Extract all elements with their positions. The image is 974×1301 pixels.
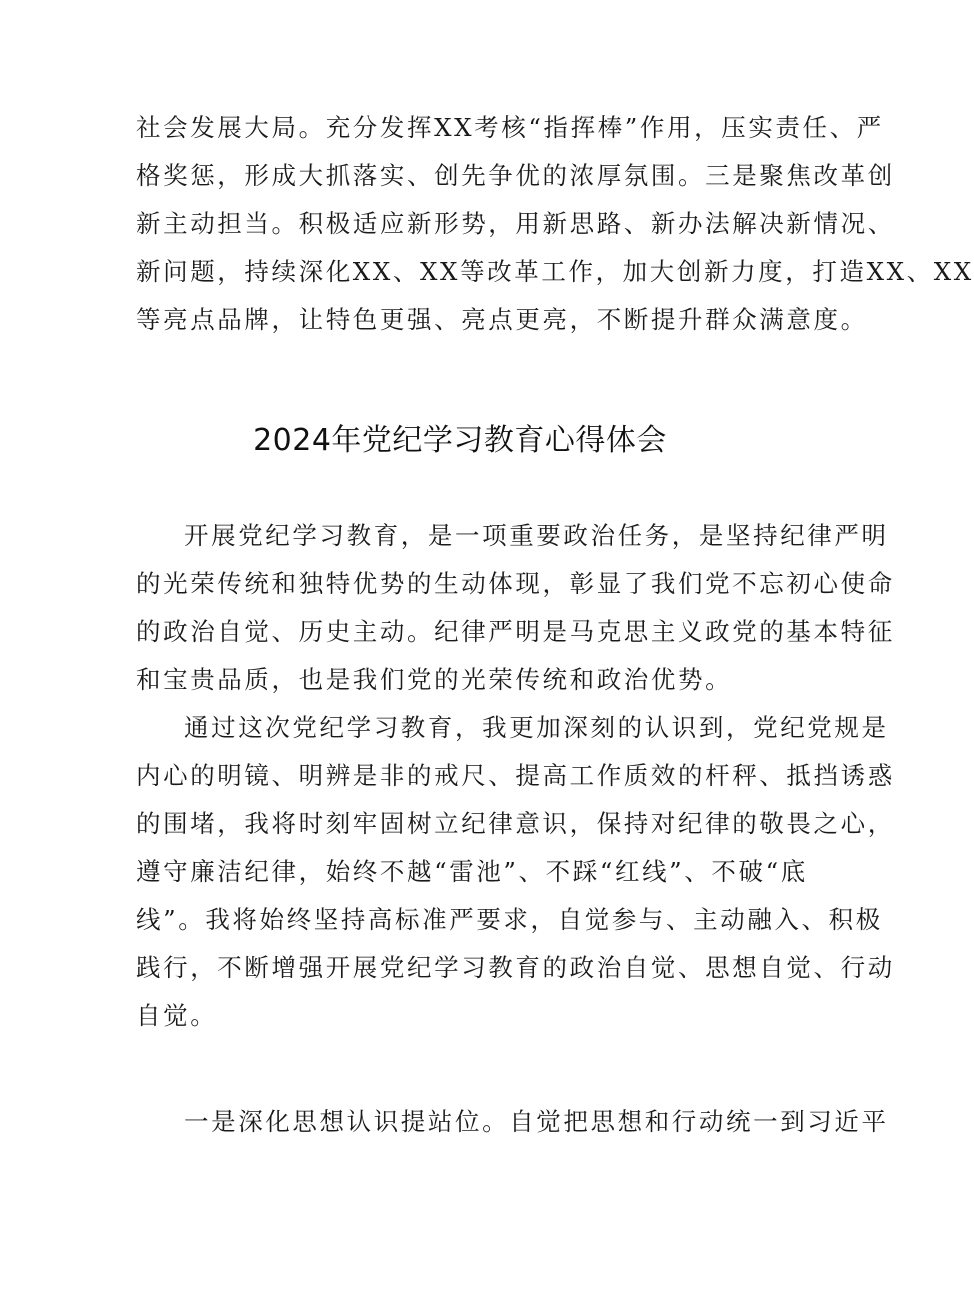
text-line: 的政治自觉、历史主动。纪律严明是马克思主义政党的基本特征: [136, 617, 895, 646]
text-line: 一是深化思想认识提站位。自觉把思想和行动统一到习近平: [184, 1107, 889, 1136]
text-line: 遵守廉洁纪律，始终不越“雷池”、不踩“红线”、不破“底: [136, 857, 808, 886]
text-line: 的围堵，我将时刻牢固树立纪律意识，保持对纪律的敬畏之心，: [136, 809, 895, 838]
text-line: 格奖惩，形成大抓落实、创先争优的浓厚氛围。三是聚焦改革创: [136, 161, 895, 190]
text-line: 和宝贵品质，也是我们党的光荣传统和政治优势。: [136, 665, 733, 694]
text-line: 的光荣传统和独特优势的生动体现，彰显了我们党不忘初心使命: [136, 569, 895, 598]
document-title: 2024年党纪学习教育心得体会: [253, 423, 667, 458]
text-line: 内心的明镜、明辨是非的戒尺、提高工作质效的杆秤、抵挡诱惑: [136, 761, 895, 790]
text-line: 通过这次党纪学习教育，我更加深刻的认识到，党纪党规是: [184, 713, 889, 742]
text-line: 新主动担当。积极适应新形势，用新思路、新办法解决新情况、: [136, 209, 895, 238]
text-line: 等亮点品牌，让特色更强、亮点更亮，不断提升群众满意度。: [136, 305, 868, 334]
text-line: 践行，不断增强开展党纪学习教育的政治自觉、思想自觉、行动: [136, 953, 895, 982]
text-line: 线”。我将始终坚持高标准严要求，自觉参与、主动融入、积极: [136, 905, 883, 934]
text-line: 社会发展大局。充分发挥XX考核“指挥棒”作用，压实责任、严: [136, 113, 884, 142]
text-line: 自觉。: [136, 1001, 218, 1030]
text-line: 开展党纪学习教育，是一项重要政治任务，是坚持纪律严明: [184, 521, 889, 550]
text-line: 新问题，持续深化XX、XX等改革工作，加大创新力度，打造XX、XX: [136, 257, 974, 286]
